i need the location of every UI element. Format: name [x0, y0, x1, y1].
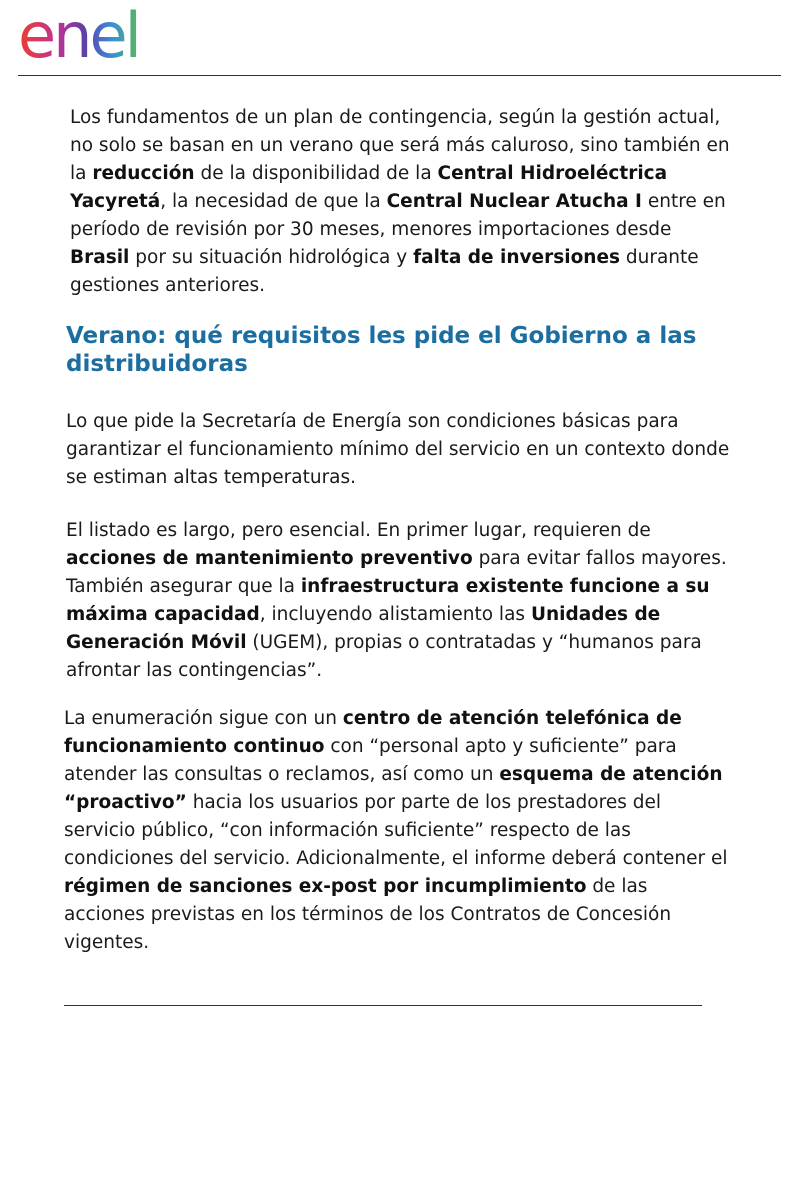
bold-text: infraestructura existente funcione a su máxima capacidad — [66, 576, 710, 625]
paragraph-3 — [66, 517, 731, 685]
logo-wordmark: enel — [18, 0, 139, 72]
text-run: para evitar fallos mayores. También asegurar que la — [66, 548, 727, 597]
text-run: Los fundamentos de un plan de contingencia, según la gestión actual, no solo se basan en un verano que será más caluroso, sino también en la — [70, 107, 730, 184]
bold-text: reducción — [92, 163, 195, 184]
page-header — [18, 0, 781, 76]
bold-text: acciones de mantenimiento preventivo — [66, 548, 473, 569]
section-heading: Verano: qué requisitos les pide el Gobierno a las distribuidoras — [66, 323, 697, 377]
text-run: , la necesidad de que la — [160, 191, 387, 212]
bold-text: régimen de sanciones ex-post por incumplimiento — [64, 876, 587, 897]
text-run: con “personal apto y suficiente” para atender las consultas o reclamos, así como un — [64, 736, 677, 785]
section-divider — [64, 1005, 702, 1006]
text-run: durante gestiones anteriores. — [70, 247, 699, 296]
text-run: La enumeración sigue con un — [64, 708, 343, 729]
bold-text: centro de atención telefónica de funcionamiento continuo — [64, 708, 682, 757]
paragraph-1 — [70, 104, 735, 300]
text-run: de las acciones previstas en los términos de los Contratos de Concesión vigentes. — [64, 876, 672, 953]
text-run: (UGEM), propias o contratadas y “humanos para afrontar las contingencias”. — [66, 632, 702, 681]
paragraph-4 — [64, 705, 729, 957]
text-run: Lo que pide la Secretaría de Energía son condiciones básicas para garantizar el funcionamiento mínimo del servicio en un contexto donde se estiman altas temperaturas. — [66, 411, 730, 488]
bold-text: falta de inversiones — [413, 247, 621, 268]
text-run: El listado es largo, pero esencial. En primer lugar, requieren de — [66, 520, 651, 541]
bold-text: Brasil — [70, 247, 130, 268]
text-run: de la disponibilidad de la — [194, 163, 438, 184]
text-run: entre en período de revisión por 30 meses, menores importaciones desde — [70, 191, 726, 240]
text-run: , incluyendo alistamiento las — [259, 604, 531, 625]
bold-text: Unidades de Generación Móvil — [66, 604, 661, 653]
bold-text: Central Hidroeléctrica Yacyretá — [70, 163, 668, 212]
bold-text: Central Nuclear Atucha I — [386, 191, 642, 212]
paragraph-2 — [66, 408, 731, 492]
text-run: hacia los usuarios por parte de los prestadores del servicio público, “con información suficiente” respecto de las condiciones del servicio. Adicionalmente, el informe deberá contener el — [64, 792, 728, 869]
bold-text: esquema de atención “proactivo” — [64, 764, 723, 813]
text-run: por su situación hidrológica y — [129, 247, 414, 268]
enel-logo[interactable] — [18, 0, 183, 72]
